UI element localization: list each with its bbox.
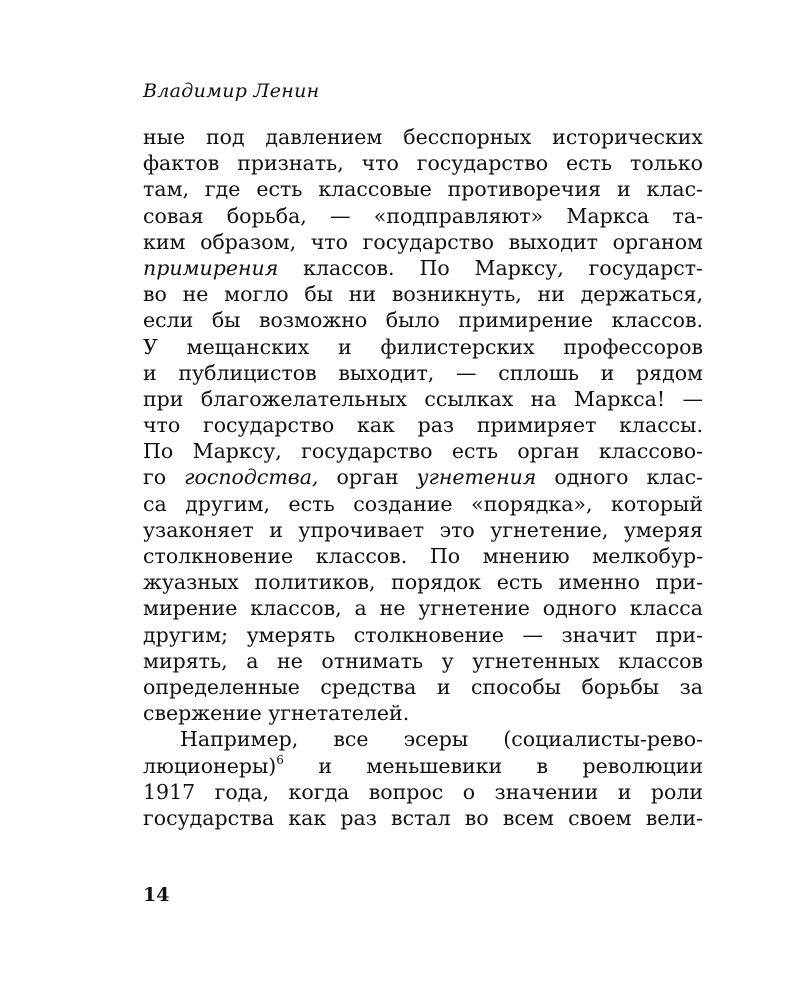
text-run: одного клас-	[536, 465, 703, 490]
text-line: столкновение классов. По мнению мелкобур-	[143, 544, 703, 568]
text-line	[143, 464, 703, 490]
text-line: узаконяет и упрочивает это угнетение, умеряя	[143, 517, 703, 542]
text-line: мирение классов, а не угнетение одного класса	[143, 596, 703, 621]
footnote-reference[interactable]: 6	[276, 752, 284, 767]
text-line: и публицистов выходит, — сплошь и рядом	[143, 360, 703, 385]
body-text	[143, 124, 703, 831]
text-line: ные под давлением бесспорных исторических	[143, 125, 703, 149]
text-run: люционеры)	[143, 753, 277, 778]
text-line: фактов признать, что государство есть только	[143, 151, 703, 176]
running-header: Владимир Ленин	[143, 80, 320, 102]
emphasis-text: примирения	[143, 255, 279, 280]
text-run: го	[143, 465, 185, 490]
text-run: классов. По Марксу, государст-	[278, 255, 703, 280]
text-line: при благожелательных ссылках на Маркса! —	[143, 386, 703, 411]
text-line: совая борьба, — «подправляют» Маркса та-	[143, 203, 703, 228]
text-line: если бы возможно было примирение классов.	[143, 308, 703, 333]
page-number: 14	[143, 884, 170, 906]
text-line: во не могло бы ни возникнуть, ни держаться,	[143, 282, 703, 307]
text-line: жуазных политиков, порядок есть именно при-	[143, 570, 703, 595]
text-line: 1917 года, когда вопрос о значении и роли	[143, 779, 703, 804]
paragraph-first-line: Например, все эсеры (социалисты-рево-	[180, 727, 703, 752]
text-line	[143, 255, 703, 281]
text-line: са другим, есть создание «порядка», который	[143, 491, 703, 516]
text-line: другим; умерять столкновение — значит при-	[143, 622, 703, 647]
text-line: определенные средства и способы борьбы за	[143, 674, 703, 699]
text-line: свержение угнетателей.	[143, 701, 410, 726]
text-line: мирять, а не отнимать у угнетенных классов	[143, 648, 703, 673]
text-line: По Марксу, государство есть орган классово-	[143, 439, 703, 464]
text-line: что государство как раз примиряет классы.	[143, 413, 703, 438]
text-line: там, где есть классовые противоречия и клас-	[143, 177, 703, 202]
text-line: ким образом, что государство выходит органом	[143, 229, 703, 254]
text-line	[143, 753, 703, 779]
text-run: и меньшевики в революции	[283, 753, 703, 778]
text-line: государства как раз встал во всем своем вели-	[143, 805, 703, 830]
emphasis-text: господства,	[184, 465, 319, 490]
emphasis-text: угнетения	[416, 465, 537, 490]
text-line: У мещанских и филистерских профессоров	[143, 334, 703, 359]
text-run: орган	[318, 465, 417, 490]
